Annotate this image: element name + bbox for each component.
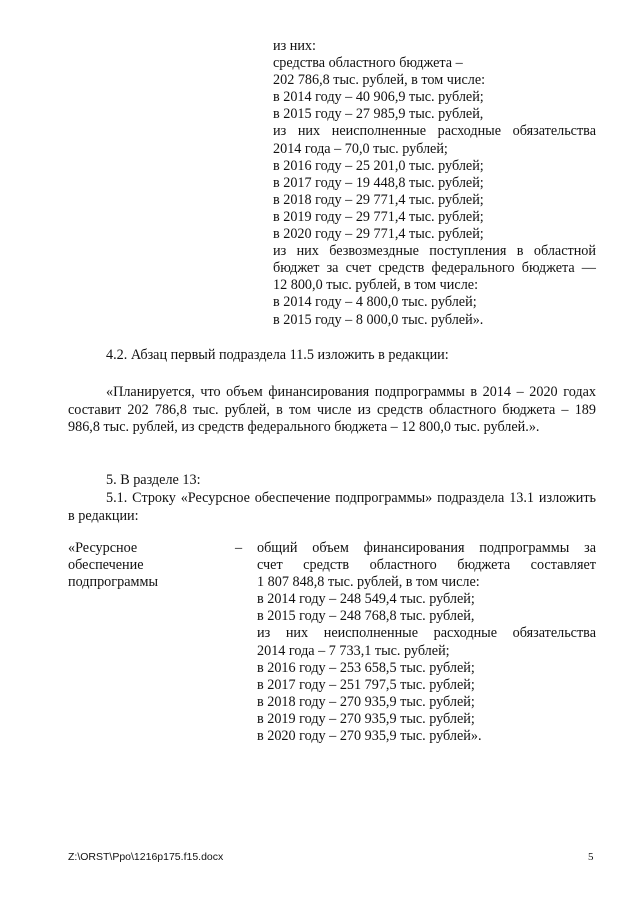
resource-label	[68, 540, 228, 591]
text-line: средства областного бюджета –	[273, 55, 463, 72]
text-line: бюджет за счет средств федерального бюджета —	[273, 260, 596, 277]
text-line: в 2017 году – 19 448,8 тыс. рублей;	[273, 174, 484, 191]
resource-value-line: из них неисполненные расходные обязательства	[257, 625, 596, 642]
text-line: из них:	[273, 38, 316, 54]
resource-label-line: подпрограммы	[68, 574, 158, 591]
resource-value-line: в 2014 году – 248 549,4 тыс. рублей;	[257, 591, 475, 608]
footer-file-path: Z:\ORST\Ppo\1216p175.f15.docx	[68, 851, 224, 863]
resource-value-line: в 2015 году – 248 768,8 тыс. рублей,	[257, 608, 475, 625]
text-line: в 2016 году – 25 201,0 тыс. рублей;	[273, 157, 484, 174]
paragraph-5: 5. В разделе 13:	[106, 472, 201, 488]
resource-value-line: 2014 года – 7 733,1 тыс. рублей;	[257, 642, 450, 659]
resource-value-line: в 2016 году – 253 658,5 тыс. рублей;	[257, 659, 475, 676]
text-line: в 2015 году – 8 000,0 тыс. рублей».	[273, 311, 484, 328]
resource-value-line: в 2020 году – 270 935,9 тыс. рублей».	[257, 728, 482, 745]
text-line: в 2018 году – 29 771,4 тыс. рублей;	[273, 191, 484, 208]
resource-value-line: в 2017 году – 251 797,5 тыс. рублей;	[257, 676, 475, 693]
resource-value	[257, 540, 596, 745]
text-line: в 2020 году – 29 771,4 тыс. рублей;	[273, 226, 484, 243]
text-line: в 2015 году – 27 985,9 тыс. рублей,	[273, 106, 484, 123]
paragraph-quote: «Планируется, что объем финансирования подпрограммы в 2014 – 2020 годах составит 202 786,8 тыс. рублей, в том числе из средств областного бюджета – 189 986,8 тыс. рублей, из средств федерального бюджета – 12 800,0 тыс. рублей.».	[68, 384, 596, 436]
resource-dash: –	[235, 540, 243, 556]
text-line: 12 800,0 тыс. рублей, в том числе:	[273, 277, 479, 294]
page-number: 5	[588, 851, 594, 863]
paragraph-4-2: 4.2. Абзац первый подраздела 11.5 изложить в редакции:	[106, 347, 449, 363]
resource-value-line: 1 807 848,8 тыс. рублей, в том числе:	[257, 574, 480, 591]
resource-value-line: в 2019 году – 270 935,9 тыс. рублей;	[257, 710, 475, 727]
paragraph-5-1: 5.1. Строку «Ресурсное обеспечение подпрограммы» подраздела 13.1 изложить в редакции:	[68, 490, 596, 524]
funding-continuation-block	[273, 38, 596, 329]
text-line: в 2014 году – 4 800,0 тыс. рублей;	[273, 294, 477, 311]
resource-value-line: в 2018 году – 270 935,9 тыс. рублей;	[257, 693, 475, 710]
text-line: в 2019 году – 29 771,4 тыс. рублей;	[273, 208, 484, 225]
resource-label-line: обеспечение	[68, 557, 144, 574]
text-line: из них безвозмездные поступления в областной	[273, 243, 596, 260]
resource-value-line: общий объем финансирования подпрограммы за	[257, 540, 596, 556]
text-line: 2014 года – 70,0 тыс. рублей;	[273, 140, 448, 157]
text-line: 202 786,8 тыс. рублей, в том числе:	[273, 72, 486, 89]
resource-label-line: «Ресурсное	[68, 540, 138, 556]
resource-value-line: счет средств областного бюджета составляет	[257, 557, 596, 574]
text-line: из них неисполненные расходные обязательства	[273, 123, 596, 140]
text-line: в 2014 году – 40 906,9 тыс. рублей;	[273, 89, 484, 106]
